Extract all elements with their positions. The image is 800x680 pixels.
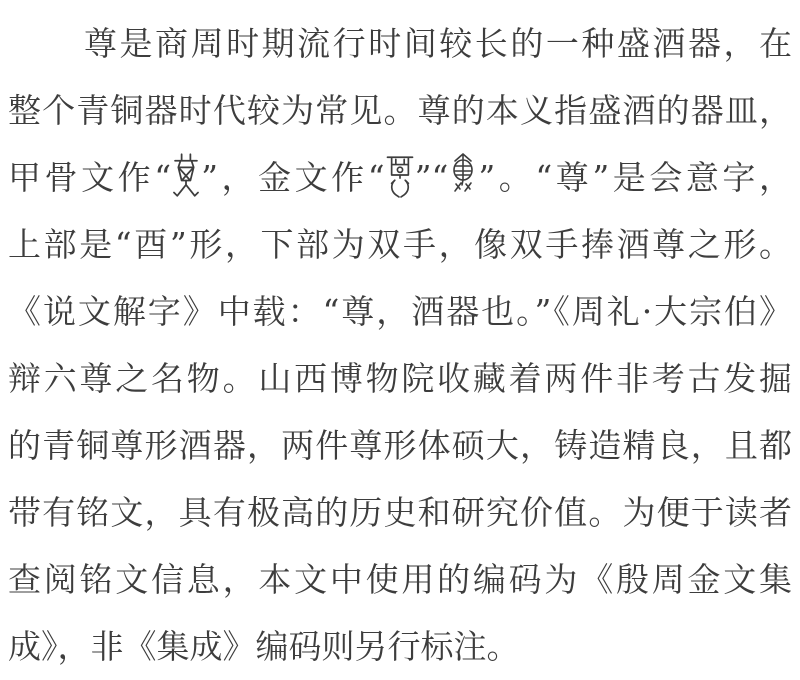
bronze-zun-glyph-1	[385, 152, 415, 198]
text-segment-before-oracle: 甲骨文作“	[8, 158, 172, 197]
paragraph-line-2: 整个青铜器时代较为常见。尊的本义指盛酒的器皿，	[8, 91, 792, 130]
text-segment-after-glyphs: ”。“尊”是会意字，	[478, 158, 792, 197]
paragraph-line-7: 的青铜尊形酒器，两件尊形体硕大，铸造精良，且都	[8, 426, 792, 465]
paragraph-line-10: 成》，非《集成》编码则另行标注。	[8, 627, 520, 666]
paragraph-line-4: 上部是“酉”形，下部为双手，像双手捧酒尊之形。	[8, 225, 792, 264]
oracle-bone-zun-glyph	[171, 152, 201, 198]
bronze-zun-glyph-2	[448, 152, 478, 198]
paragraph-line-3	[8, 144, 792, 211]
paragraph-line-1: 尊是商周时期流行时间较长的一种盛酒器，在	[84, 24, 792, 63]
paragraph-line-6: 辩六尊之名物。山西博物院收藏着两件非考古发掘	[8, 359, 792, 398]
paragraph-line-9: 查阅铭文信息，本文中使用的编码为《殷周金文集	[8, 560, 792, 599]
text-segment-between-glyphs-1: ”，金文作“	[201, 158, 385, 197]
paragraph-line-5: 《说文解字》中载：“尊，酒器也。”《周礼·大宗伯》	[8, 292, 792, 331]
text-segment-between-glyphs-2: ”“	[414, 158, 449, 197]
paragraph-line-8: 带有铭文，具有极高的历史和研究价值。为便于读者	[8, 493, 792, 532]
